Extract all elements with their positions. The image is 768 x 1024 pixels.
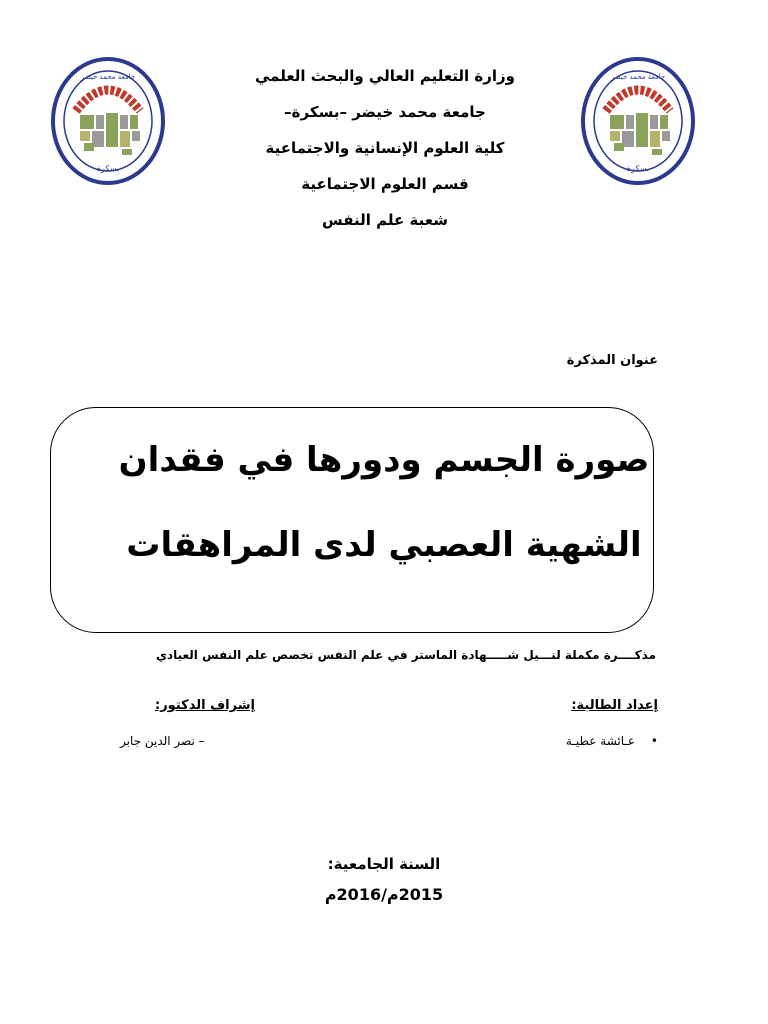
- svg-text:بسكرة: بسكرة: [626, 164, 650, 173]
- department-name: قسم العلوم الاجتماعية: [301, 175, 469, 193]
- svg-text:جامعة محمد خيضر: جامعة محمد خيضر: [80, 73, 136, 81]
- svg-text:بسكرة: بسكرة: [96, 164, 120, 173]
- university-logo-left: [50, 55, 166, 187]
- university-seal-icon: [580, 55, 696, 187]
- student-label: إعداد الطالبة:: [571, 698, 658, 713]
- thesis-title-label: عنوان المذكرة: [566, 353, 658, 368]
- institution-header: [200, 58, 570, 238]
- student-name: عـائشة عطيـة: [565, 734, 636, 748]
- thesis-title-line-1: صورة الجسم ودورها في فقدان: [118, 440, 650, 480]
- svg-text:جامعة محمد خيضر: جامعة محمد خيضر: [610, 73, 666, 81]
- academic-year-value: 2015م/2016م: [324, 885, 444, 904]
- academic-year-label: السنة الجامعية:: [327, 855, 441, 873]
- degree-statement: مذكــــرة مكملة لنـــيل شـــــهادة الماستر في علم النفس تخصص علم النفس العيادي: [155, 648, 656, 662]
- bullet-icon: •: [650, 734, 658, 748]
- branch-name: شعبة علم النفس: [322, 211, 448, 229]
- ministry-name: وزارة التعليم العالي والبحث العلمي: [254, 67, 516, 85]
- student-name-row: [566, 734, 658, 748]
- university-name: جامعة محمد خيضر –بسكرة–: [284, 103, 486, 121]
- university-seal-icon: [50, 55, 166, 187]
- university-logo-right: [580, 55, 696, 187]
- faculty-name: كلية العلوم الإنسانية والاجتماعية: [265, 139, 505, 157]
- thesis-title-line-2: الشهية العصبي لدى المراهقات: [126, 525, 642, 565]
- supervisor-label: إشراف الدكتور:: [155, 698, 255, 713]
- supervisor-name: – نصر الدين جابر: [120, 734, 205, 748]
